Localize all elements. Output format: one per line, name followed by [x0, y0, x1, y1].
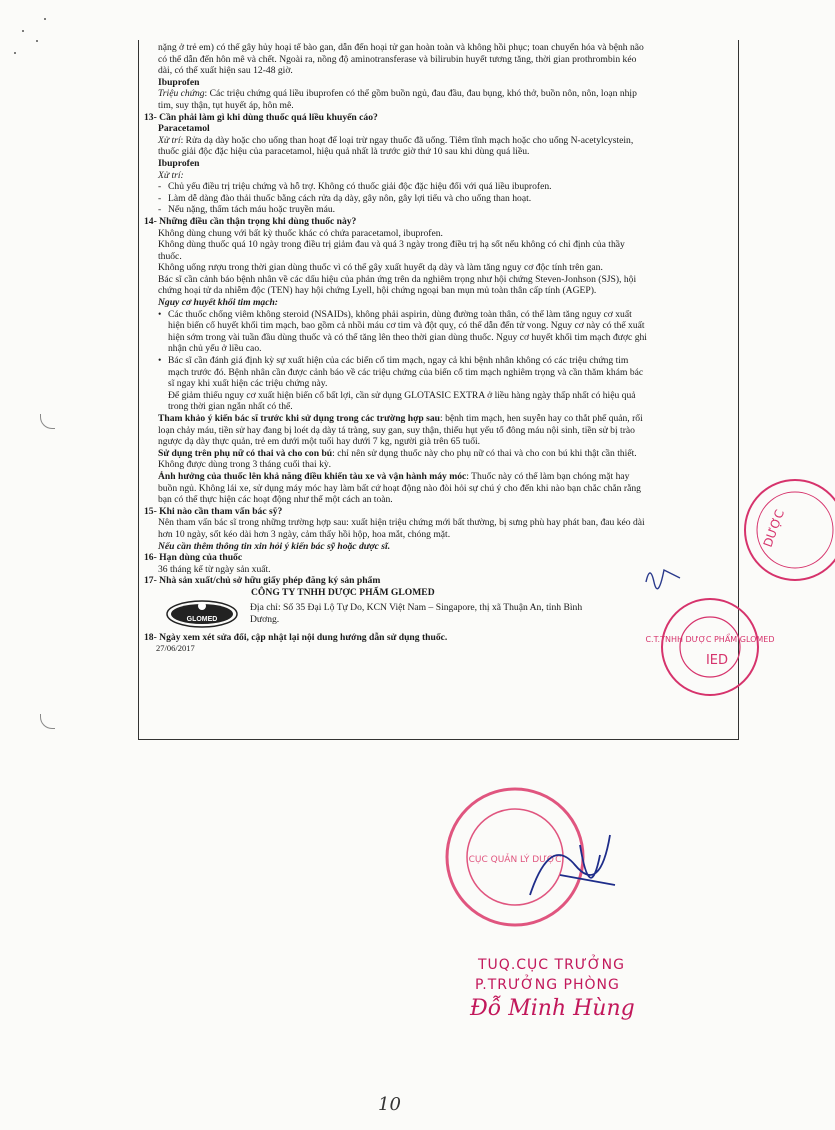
text-line: hơn 10 ngày, sốt kéo dài hơn 3 ngày, cảm thấy hồi hộp, hoa mắt, chóng mặt.: [158, 528, 451, 540]
text-line: bạn có thể thực hiện các hoạt động như thế một cách an toàn.: [158, 494, 393, 506]
text-line: nhận chủ yếu ở liều cao.: [168, 343, 262, 355]
address-line: Dương.: [250, 613, 280, 625]
text-line: Ảnh hưởng của thuốc lên khả năng điều khiển tàu xe và vận hành máy móc: Thuốc này có thể làm bạn chóng mặt hay: [158, 470, 630, 482]
text-line: Xử trí:: [158, 169, 184, 181]
list-item: - Nếu nặng, thẩm tách máu hoặc truyền máu.: [144, 204, 736, 216]
text-line: thuốc.: [158, 250, 182, 262]
stamp-text: CỤC QUẢN LÝ DƯỢC: [468, 855, 562, 865]
signature: [520, 815, 630, 920]
section-heading-15: 15- Khi nào cần tham vấn bác sỹ?: [144, 505, 283, 517]
list-item: • Bác sĩ cần đánh giá định kỳ sự xuất hiện của các biến cố tim mạch, ngay cả khi bệnh nhân không có các triệu chứng tim: [144, 355, 736, 367]
signer-title: TUQ.CỤC TRƯỞNG: [478, 957, 625, 973]
list-item: • Các thuốc chống viêm không steroid (NSAIDs), không phải aspirin, dùng đường toàn thân, có thể làm tăng nguy cơ xuất: [144, 309, 736, 321]
text-line: hiện biến cố huyết khối tim mạch, bao gồm cả nhồi máu cơ tim và đột quỵ, có thể dẫn đến tử vong. Nguy cơ này có thể xuất: [168, 320, 645, 332]
punch-hole-mark: [40, 714, 55, 729]
text-line: sĩ ngay khi xuất hiện các triệu chứng này.: [168, 378, 328, 390]
text-line: dài, có thể xuất hiện sau 12-48 giờ.: [158, 65, 293, 77]
text-line: 36 tháng kể từ ngày sản xuất.: [158, 563, 271, 575]
text-line: Không uống rượu trong thời gian dùng thuốc vì có thể gây xuất huyết dạ dày và làm tăng nguy cơ độc tính trên gan.: [158, 262, 603, 274]
text-line: Không được dùng trong 3 tháng cuối thai kỳ.: [158, 459, 332, 471]
text-line: thuốc giải độc đặc hiệu của paracetamol, hiệu quả nhất là trước giờ thứ 10 sau khi dùng quá liều.: [158, 146, 530, 158]
manufacturer-block: [166, 600, 736, 628]
text-line: Xử trí: Rửa dạ dày hoặc cho uống than hoạt để loại trừ ngay thuốc đã uống. Tiêm tĩnh mạch hoặc cho uống N-acetylcystein,: [158, 134, 634, 146]
text-line: loạn chảy máu, tiền sử hay đang bị loét dạ dày tá tràng, suy gan, suy thận, thiếu hụt yếu tố đông máu nội sinh, tiền sử bị trào: [158, 424, 635, 436]
address-line: Địa chỉ: Số 35 Đại Lộ Tự Do, KCN Việt Nam – Singapore, thị xã Thuận An, tỉnh Bình: [250, 601, 583, 613]
section-subtitle: Ibuprofen: [158, 157, 200, 169]
text-line: buồn ngủ. Không lái xe, sử dụng máy móc hay làm bất cứ hoạt động nào đòi hỏi sự chú ý cho đến khi nào bạn chắc chắn rằng: [158, 482, 641, 494]
section-subtitle: Paracetamol: [158, 123, 210, 135]
text-line: trong thời gian ngắn nhất có thể.: [168, 401, 293, 413]
text-line: Bác sĩ cần cảnh báo bệnh nhân về các dấu hiệu của phản ứng trên da nghiêm trọng như hội chứng Steven-Jonhson (SJS), hội: [158, 273, 637, 285]
section-heading-18: 18- Ngày xem xét sửa đổi, cập nhật lại nội dung hướng dẫn sử dụng thuốc.: [144, 631, 448, 643]
section-heading-13: 13- Cần phải làm gì khi dùng thuốc quá liều khuyến cáo?: [144, 111, 378, 123]
company-name: CÔNG TY TNHH DƯỢC PHẨM GLOMED: [251, 586, 435, 598]
text-line: có thể dẫn đến hôn mê và chết. Ngoài ra, nồng độ aminotransferase và bilirubin huyết tương tăng, thời gian prothrombin kéo: [158, 53, 637, 65]
text-line: Nếu cần thêm thông tin xin hỏi ý kiến bác sỹ hoặc dược sĩ.: [158, 540, 391, 552]
glomed-logo: [166, 600, 238, 628]
text-line: Tham khảo ý kiến bác sĩ trước khi sử dụng trong các trường hợp sau: bệnh tim mạch, hen suyễn hay co thắt phế quản, rối: [158, 413, 643, 424]
revision-date: 27/06/2017: [156, 643, 195, 654]
signer-name: Đỗ Minh Hùng: [470, 996, 635, 1021]
text-line: Nên tham vấn bác sĩ trong những trường hợp sau: xuất hiện triệu chứng mới bất thường, bị sưng phù hay phát ban, đau kéo dài: [158, 517, 645, 529]
signer-title: P.TRƯỞNG PHÒNG: [475, 977, 620, 993]
text-line: Không dùng thuốc quá 10 ngày trong điều trị giảm đau và quá 3 ngày trong điều trị hạ sốt nếu không có chỉ định của thầy: [158, 239, 625, 251]
text-line: Triệu chứng: Các triệu chứng quá liều ibuprofen có thể gồm buồn ngủ, đau đầu, đau bụng, khó thở, buồn nôn, nôn, loạn nhịp: [158, 88, 637, 100]
text-line: chứng hoại tử da nhiễm độc (TEN) hay hội chứng Lyell, hội chứng ngoại ban mụn mủ toàn thân cấp tính (AGEP).: [158, 285, 597, 297]
company-stamp: [645, 592, 775, 702]
text-line: tim, suy thận, tụt huyết áp, hôn mê.: [158, 99, 294, 111]
section-heading-16: 16- Hạn dùng của thuốc: [144, 552, 243, 564]
text-line: Sử dụng trên phụ nữ có thai và cho con bú: chỉ nên sử dụng thuốc này cho phụ nữ có thai và cho con bú khi thật cần thiết.: [158, 447, 637, 459]
text-line: nặng ở trẻ em) có thể gây hủy hoại tế bào gan, dẫn đến hoại tử gan hoàn toàn và không hồi phục; toan chuyển hóa và bệnh não: [158, 42, 644, 53]
svg-text:IED: IED: [705, 653, 729, 668]
logo-text: GLOMED: [186, 615, 218, 623]
text-line: Không dùng chung với bất kỳ thuốc khác có chứa paracetamol, ibuprofen.: [158, 227, 443, 239]
section-subtitle: Nguy cơ huyết khối tim mạch:: [158, 297, 279, 309]
page-number: 10: [378, 1094, 401, 1115]
text-line: hiện sớm trong vài tuần đầu dùng thuốc và có thể tăng lên theo thời gian dùng thuốc. Nguy cơ huyết khối tim mạch được ghi: [168, 331, 647, 343]
section-heading-17: 17- Nhà sản xuất/chủ sở hữu giấy phép đăng ký sản phẩm: [144, 575, 381, 587]
text-line: mạch trước đó. Bệnh nhân cần được cảnh báo về các triệu chứng của biến cố tim mạch nghiêm trọng và cần thăm khám bác: [168, 366, 644, 378]
list-item: - Chủ yếu điều trị triệu chứng và hỗ trợ. Không có thuốc giải độc đặc hiệu đối với quá liều ibuprofen.: [144, 181, 736, 193]
punch-hole-mark: [40, 414, 55, 429]
text-line: Để giảm thiểu nguy cơ xuất hiện biến cố bất lợi, cần sử dụng GLOTASIC EXTRA ở liều hàng ngày thấp nhất có hiệu quả: [168, 389, 636, 401]
section-heading-14: 14- Những điều cần thận trọng khi dùng thuốc này?: [144, 215, 357, 227]
stamp-text: C.T.TNHH DƯỢC PHẨM GLOMED: [645, 635, 775, 644]
text-line: ngược dạ dày thực quản, trẻ em dưới một tuổi hay dưới 7 kg, người già trên 65 tuổi.: [158, 436, 481, 448]
stamp-text: DƯỢC: [760, 507, 788, 550]
section-subtitle: Ibuprofen: [158, 76, 200, 88]
list-item: - Làm dễ dàng đào thải thuốc bằng cách rửa dạ dày, gây nôn, gây lợi tiểu và cho uống than hoạt.: [144, 193, 736, 205]
signature-small: [640, 560, 700, 595]
partial-stamp-right: [735, 470, 835, 590]
